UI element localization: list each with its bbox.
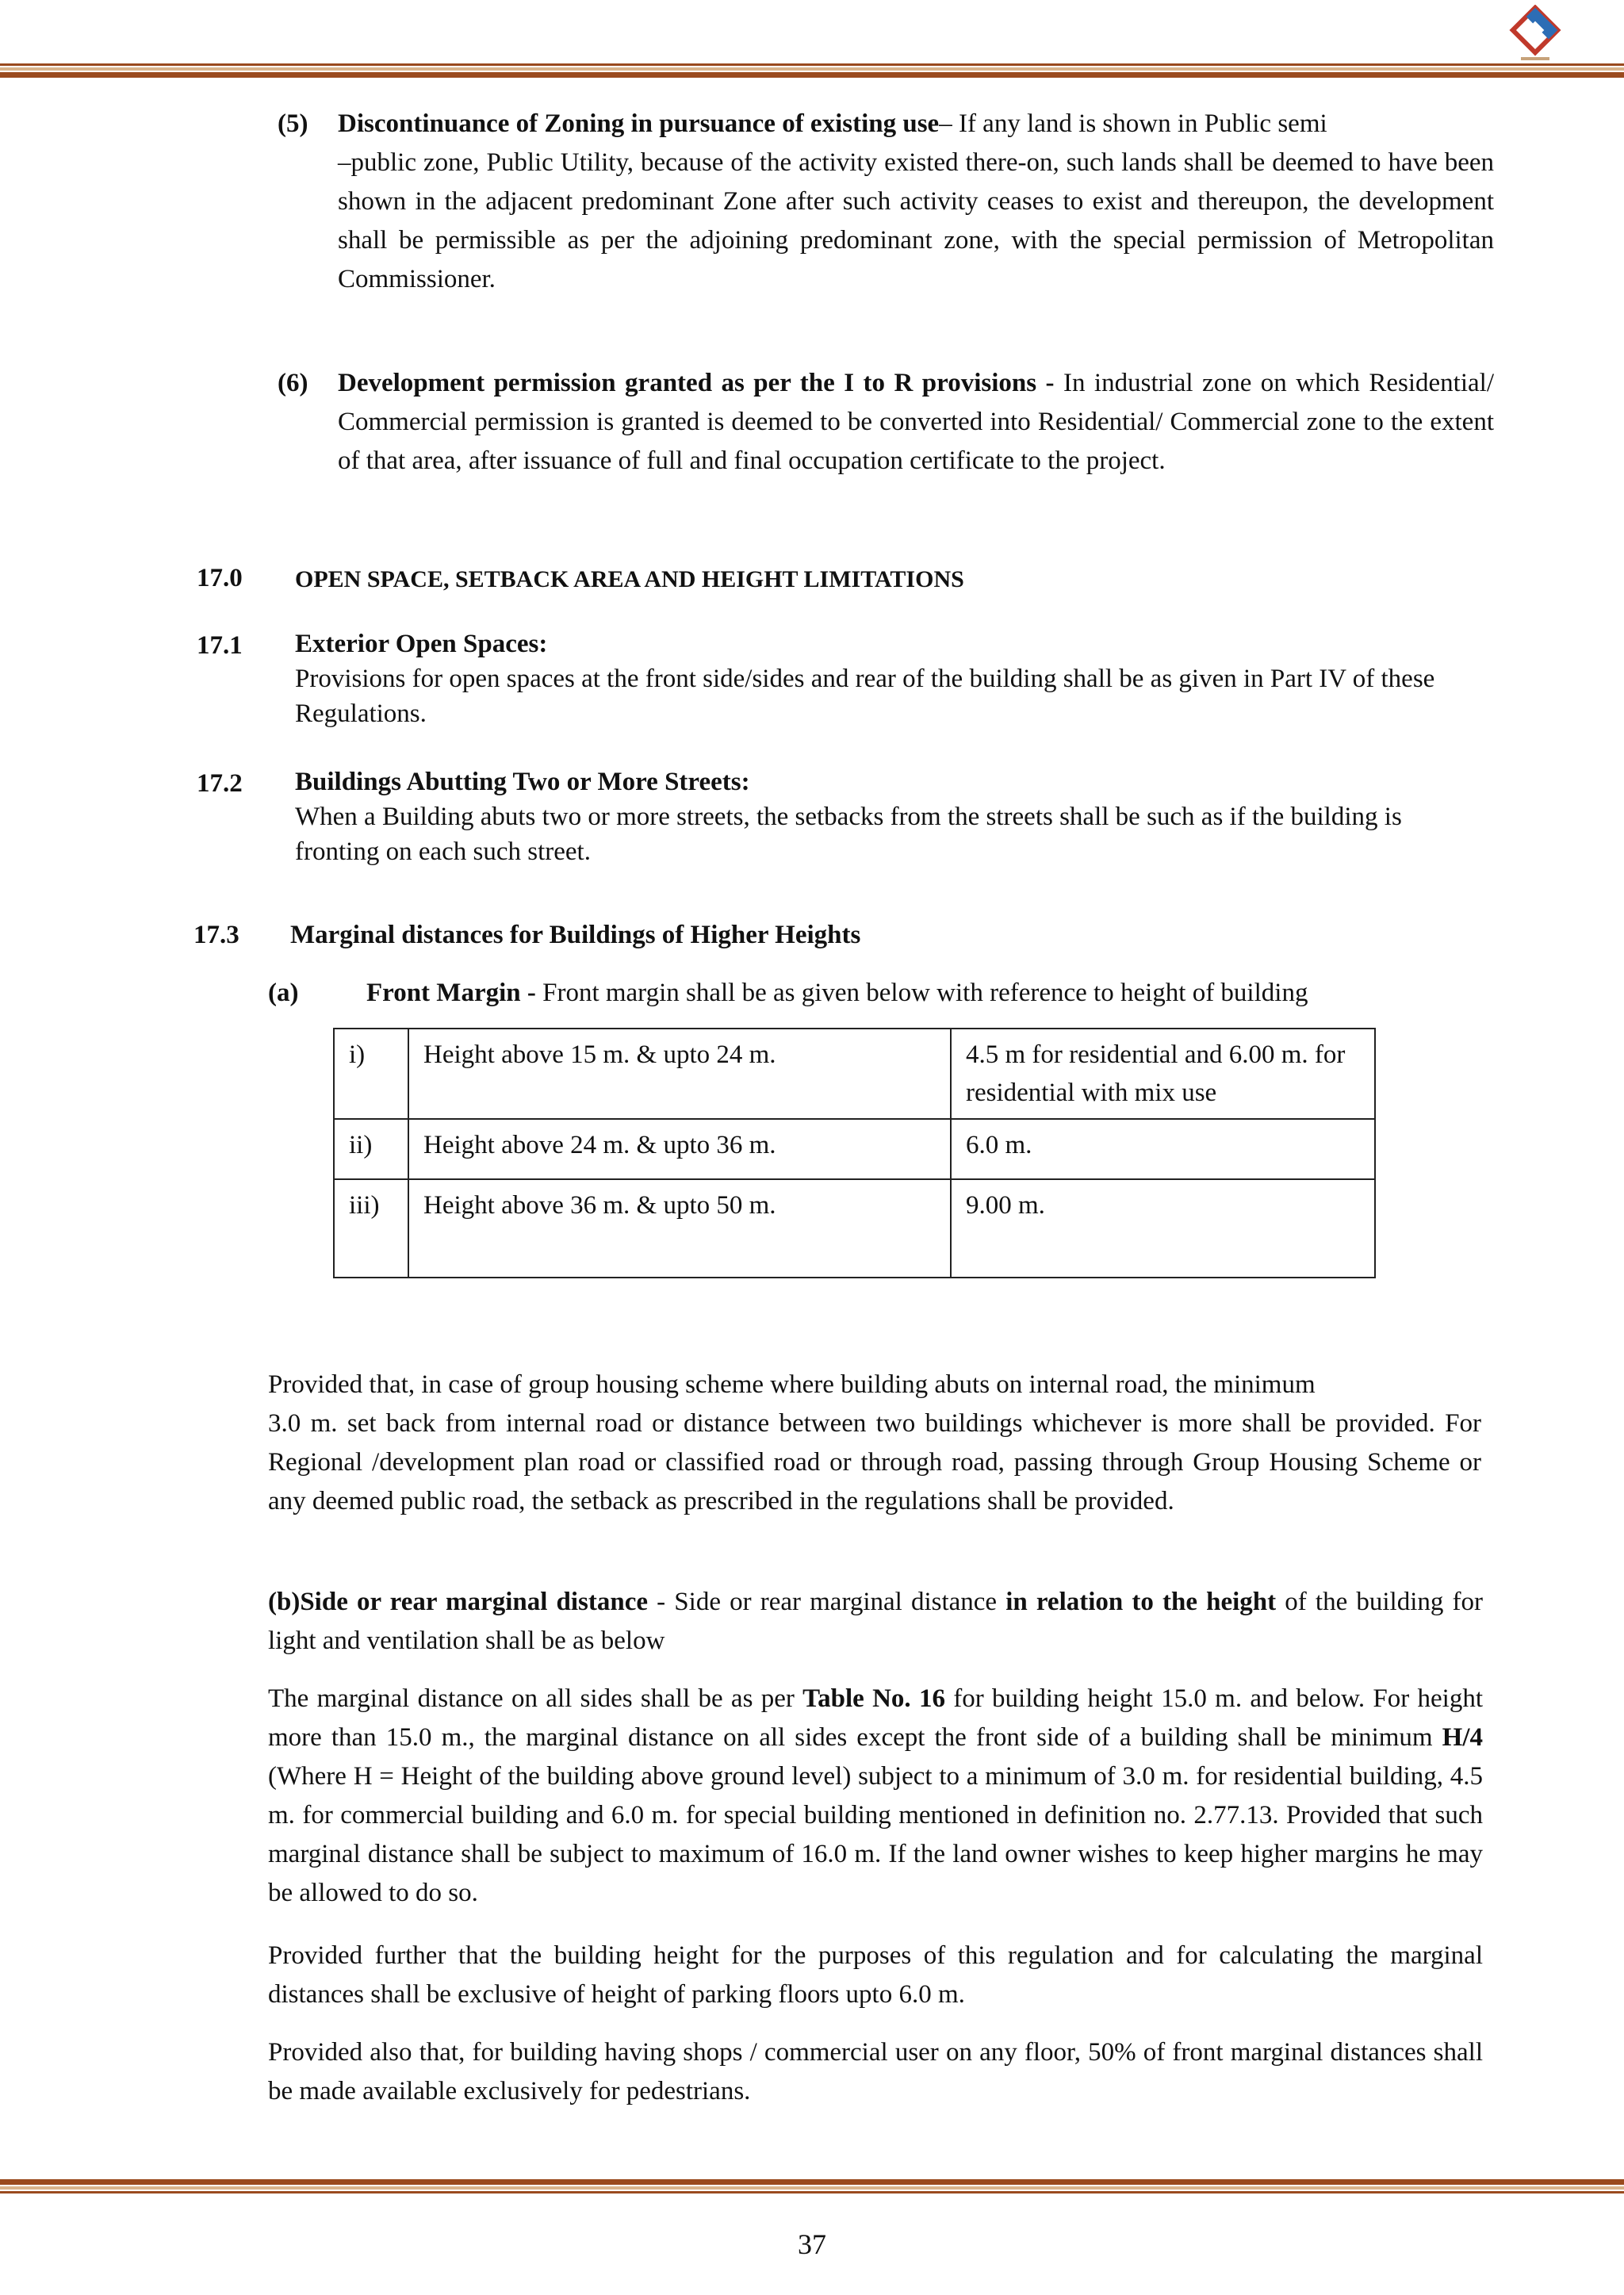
- table-cell-height: Height above 24 m. & upto 36 m.: [408, 1119, 951, 1179]
- table-cell-margin: 9.00 m.: [951, 1179, 1375, 1278]
- proviso-group-housing-rest: 3.0 m. set back from internal road or distance between two buildings whichever is more shall be provided. For Regional /development plan road or classified road or through road, passing through Group Housing Scheme or any deemed public road, the setback as prescribed in the regulations shall be provided.: [268, 1409, 1481, 1515]
- table-cell-margin: 6.0 m.: [951, 1119, 1375, 1179]
- side-rear-text-1: - Side or rear marginal distance: [648, 1588, 1006, 1616]
- marginal-text-1: The marginal distance on all sides shall be as per: [268, 1684, 803, 1713]
- proviso-pedestrians: Provided also that, for building having shops / commercial user on any floor, 50% of front marginal distances shall be made available exclusively for pedestrians.: [268, 2038, 1483, 2105]
- height-formula: H/4: [1442, 1723, 1483, 1752]
- section-17-3-number: 17.3: [193, 921, 239, 949]
- item-5-text-rest: –public zone, Public Utility, because of the activity existed there-on, such lands shall be deemed to have been shown in the adjacent predominant Zone after such activity ceases to exist and thereupon, the development shall be permissible as per the adjoining predominant zone, with the special permission of Metropolitan Commissioner.: [338, 148, 1494, 293]
- section-17-1-text: Provisions for open spaces at the front side/sides and rear of the building shall be as given in Part IV of these Regulations.: [295, 665, 1435, 728]
- table-cell-margin: 4.5 m for residential and 6.00 m. for residential with mix use: [951, 1029, 1375, 1119]
- section-17-2-text: When a Building abuts two or more streets, the setbacks from the streets shall be such as if the building is fronting on each such street.: [295, 803, 1402, 866]
- section-17-1-block: [295, 626, 1500, 731]
- front-margin-text: Front margin shall be as given below with reference to height of building: [535, 979, 1308, 1007]
- section-17-2-title: Buildings Abutting Two or More Streets:: [295, 768, 750, 796]
- side-rear-title: (b)Side or rear marginal distance: [268, 1588, 649, 1616]
- proviso-parking-floors: Provided further that the building height for the purposes of this regulation and for calculating the marginal distances shall be exclusive of height of parking floors upto 6.0 m.: [268, 1941, 1483, 2009]
- front-margin-label: (a): [268, 979, 299, 1007]
- marginal-text-2: for building height 15.0 m. and below. For height more than 15.0 m., the marginal distance on all sides except the front side of a building shall be minimum: [268, 1684, 1483, 1752]
- section-17-2-number: 17.2: [197, 769, 243, 798]
- company-logo-icon: [1503, 5, 1567, 68]
- item-5-title: Discontinuance of Zoning in pursuance of existing use: [338, 109, 940, 138]
- front-margin-title: Front Margin -: [366, 979, 536, 1007]
- side-rear-bold: in relation to the height: [1005, 1588, 1277, 1616]
- item-5-paragraph: [338, 105, 1494, 299]
- side-rear-paragraph: [268, 1583, 1483, 1661]
- section-17-3-title: Marginal distances for Buildings of Higher Heights: [290, 921, 861, 949]
- section-17-1-title: Exterior Open Spaces:: [295, 630, 548, 658]
- table-cell-index: iii): [334, 1179, 408, 1278]
- item-6-text: In industrial zone on which Residential/ Commercial permission is granted is deemed to be converted into Residential/ Commercial zone to the extent of that area, after issuance of full and final occupation certificate to the project.: [338, 369, 1494, 475]
- table-row: [334, 1029, 1375, 1119]
- item-6-number: (6): [278, 369, 308, 397]
- front-margin-table: [333, 1028, 1376, 1278]
- table-row: [334, 1179, 1375, 1278]
- marginal-text-3: (Where H = Height of the building above ground level) subject to a minimum of 3.0 m. for residential building, 4.5 m. for commercial building and 6.0 m. for special building mentioned in definition no. 2.77.13. Provided that such marginal distance shall be subject to maximum of 16.0 m. If the land owner wishes to keep higher margins he may be allowed to do so.: [268, 1762, 1483, 1907]
- section-17-1-number: 17.1: [197, 631, 243, 660]
- proviso-group-housing: [268, 1366, 1481, 1521]
- side-rear-text-2: of the building for light and ventilation shall be as below: [268, 1588, 1483, 1655]
- proviso-group-housing-first-line: Provided that, in case of group housing scheme where building abuts on internal road, the minimum: [268, 1370, 1316, 1399]
- page-number: 37: [798, 2228, 826, 2260]
- table-cell-height: Height above 36 m. & upto 50 m.: [408, 1179, 951, 1278]
- item-5-number: (5): [278, 109, 308, 138]
- table-cell-index: i): [334, 1029, 408, 1119]
- section-17-2-block: [295, 764, 1453, 869]
- section-17-0-number: 17.0: [197, 564, 243, 592]
- marginal-distance-paragraph: [268, 1680, 1483, 1913]
- table-reference: Table No. 16: [802, 1684, 945, 1713]
- table-cell-height: Height above 15 m. & upto 24 m.: [408, 1029, 951, 1119]
- table-cell-index: ii): [334, 1119, 408, 1179]
- item-6-paragraph: [338, 364, 1494, 481]
- front-margin-intro: [366, 974, 1532, 1013]
- section-17-0-title: OPEN SPACE, SETBACK AREA AND HEIGHT LIMITATIONS: [295, 566, 964, 592]
- item-5-text-first: – If any land is shown in Public semi: [939, 109, 1327, 138]
- item-6-title: Development permission granted as per the I to R provisions -: [338, 369, 1055, 397]
- table-row: [334, 1119, 1375, 1179]
